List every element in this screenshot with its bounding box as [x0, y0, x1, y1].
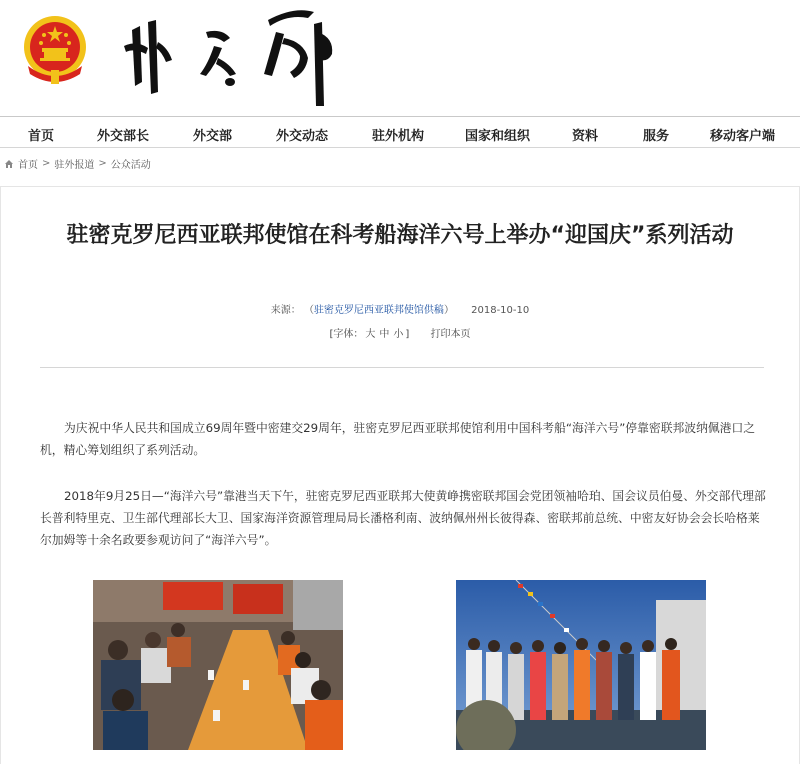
nav-item-ministry[interactable]: 外交部 — [193, 129, 233, 144]
nav-item-countries-organizations[interactable]: 国家和组织 — [465, 129, 531, 144]
article-meta — [0, 301, 800, 316]
source-open-paren: （ — [303, 305, 314, 316]
fontsize-label: [字体： — [329, 329, 364, 340]
article-divider — [40, 367, 764, 368]
source-close-paren: ） — [443, 305, 454, 316]
fontsize-close-bracket: ] — [405, 329, 410, 340]
article-paragraph-1: 为庆祝中华人民共和国成立69周年暨中密建交29周年，驻密克罗尼西亚联邦使馆利用中国科考船“海洋六号”停靠密联邦波纳佩港口之机，精心筹划组织了系列活动。 — [40, 421, 756, 457]
national-emblem-logo[interactable] — [22, 14, 88, 86]
nav-item-resources[interactable]: 资料 — [572, 129, 599, 144]
article-tools — [0, 325, 800, 340]
breadcrumb-overseas-reports[interactable]: 驻外报道 — [54, 160, 95, 171]
site-header — [0, 0, 800, 117]
header-divider — [0, 116, 800, 117]
ministry-calligraphy-logo[interactable] — [118, 2, 338, 112]
fontsize-large-button[interactable]: 大 — [365, 329, 376, 340]
fontsize-medium-button[interactable]: 中 — [379, 329, 390, 340]
breadcrumb-home[interactable]: 首页 — [18, 160, 38, 171]
main-nav — [0, 118, 800, 148]
source-label: 来源： — [270, 305, 301, 316]
home-icon[interactable] — [4, 159, 14, 169]
article-title: 驻密克罗尼西亚联邦使馆在科考船海洋六号上举办“迎国庆”系列活动 — [66, 223, 734, 248]
meeting-room-photo — [93, 580, 343, 750]
nav-item-home[interactable]: 首页 — [28, 129, 55, 144]
article-paragraph-2: 2018年9月25日—“海洋六号”靠港当天下午，驻密克罗尼西亚联邦大使黄峥携密联邦国会党团领袖哈珀、国会议员伯曼、外交部代理部长普利特里克、卫生部代理部长大卫、国家海洋资源管理局局长潘格利南、波纳佩州州长彼得森、密联邦前总统、中密友好协会会长哈格莱尔加姆等十余名政要参观访问了“海洋六号”。 — [40, 489, 766, 547]
nav-item-services[interactable]: 服务 — [643, 129, 670, 144]
fontsize-small-button[interactable]: 小 — [393, 329, 404, 340]
breadcrumb — [4, 156, 151, 171]
publish-date: 2018-10-10 — [471, 305, 530, 316]
breadcrumb-separator: > — [42, 158, 51, 169]
breadcrumb-public-activities[interactable]: 公众活动 — [110, 160, 151, 171]
print-button[interactable]: 打印本页 — [430, 329, 471, 340]
source-link[interactable]: 驻密克罗尼西亚联邦使馆供稿 — [313, 305, 444, 316]
deck-group-photo — [456, 580, 706, 750]
nav-item-mobile-client[interactable]: 移动客户端 — [710, 129, 776, 144]
nav-item-missions-abroad[interactable]: 驻外机构 — [372, 129, 425, 144]
breadcrumb-separator: > — [98, 158, 107, 169]
nav-item-diplomatic-news[interactable]: 外交动态 — [276, 129, 329, 144]
nav-item-foreign-minister[interactable]: 外交部长 — [97, 129, 150, 144]
